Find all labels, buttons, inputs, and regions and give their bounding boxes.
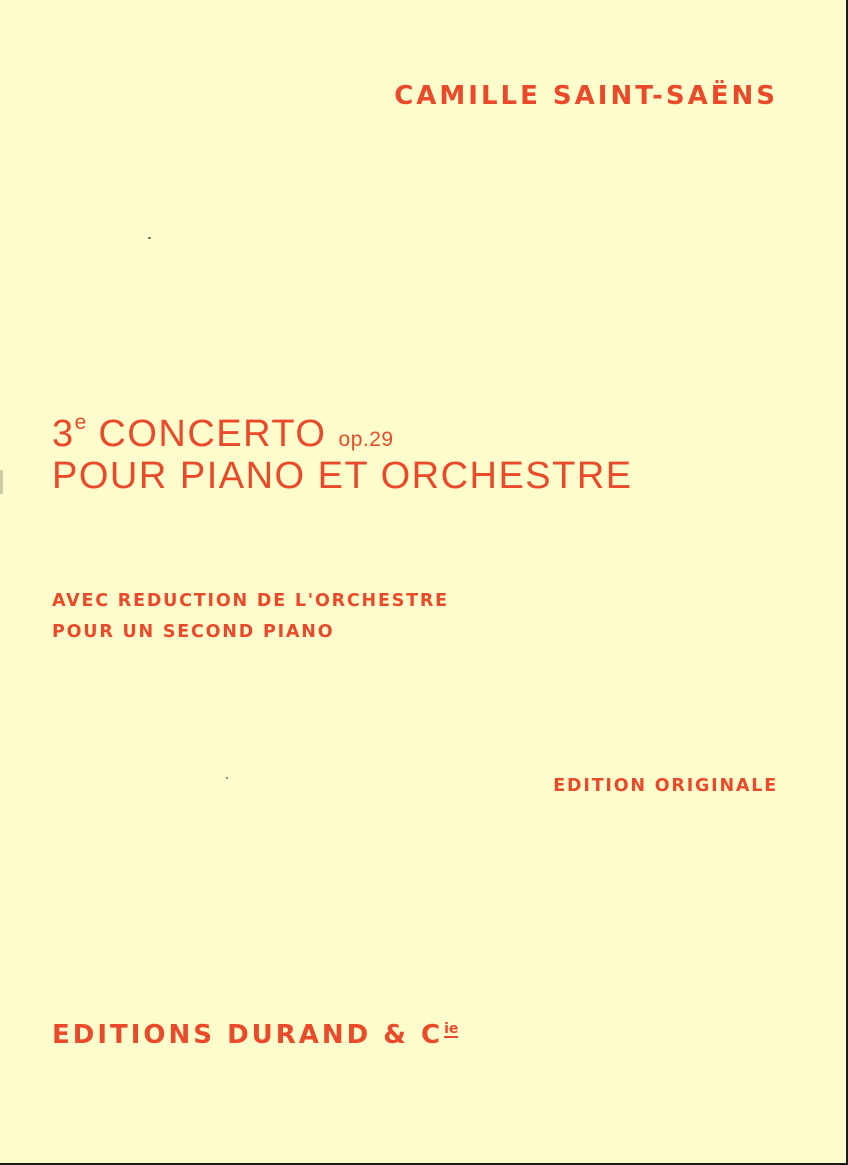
paper-edge-mark (0, 470, 3, 494)
composer-name: CAMILLE SAINT-SAËNS (394, 81, 778, 111)
title-superscript: e (74, 411, 87, 434)
publisher-name: EDITIONS DURAND & C (52, 1020, 444, 1050)
paper-speck (226, 777, 228, 779)
publisher-line (52, 1017, 458, 1053)
title-line-2: POUR PIANO ET ORCHESTRE (52, 455, 633, 497)
subtitle-line-1: AVEC REDUCTION DE L'ORCHESTRE (52, 591, 449, 611)
publisher-suffix: ie (444, 1021, 459, 1037)
edition-label: EDITION ORIGINALE (553, 776, 778, 796)
paper-speck (148, 237, 151, 239)
opus-number: op.29 (338, 428, 394, 451)
title-number: 3 (52, 413, 75, 455)
subtitle-line-2: POUR UN SECOND PIANO (52, 622, 335, 642)
title-word: CONCERTO (98, 413, 327, 455)
